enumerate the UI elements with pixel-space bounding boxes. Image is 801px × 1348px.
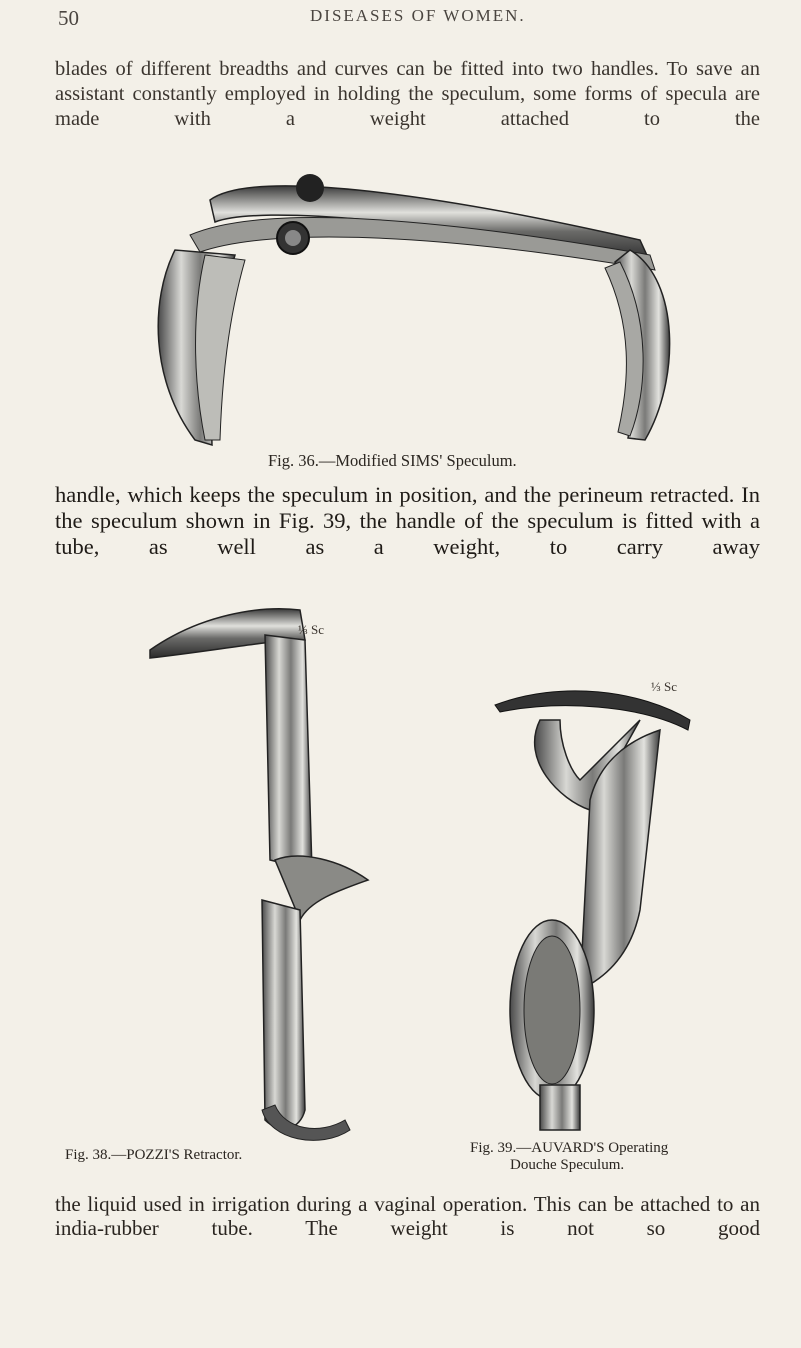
running-title: DISEASES OF WOMEN. — [310, 6, 526, 25]
figure-39-caption-line-1: Fig. 39.—AUVARD'S Operating — [470, 1140, 669, 1156]
figure-39-caption-line-2: Douche Speculum. — [510, 1157, 625, 1173]
figure-39-caption — [470, 1140, 668, 1174]
pozzi-retractor — [150, 609, 368, 1141]
figure-38-scale: ⅓ Sc — [298, 622, 324, 637]
page-number: 50 — [58, 6, 79, 30]
paragraph-1: blades of different breadths and curves can be fitted into two handles. To save an assistant constantly employed in holding the speculum, some forms of specula are made with a weight attached to the — [55, 58, 760, 130]
auvard-speculum — [495, 691, 690, 1130]
figure-39-scale: ⅓ Sc — [651, 679, 677, 694]
figure-38-caption: Fig. 38.—POZZI'S Retractor. — [65, 1147, 243, 1163]
figure-36-caption: Fig. 36.—Modified SIMS' Speculum. — [268, 451, 517, 470]
sims-speculum — [158, 174, 669, 445]
paragraph-3: the liquid used in irrigation during a vaginal operation. This can be attached to an india-rubber tube. The weight is not so good — [55, 1192, 760, 1240]
paragraph-2: handle, which keeps the speculum in position, and the perineum retracted. In the speculum shown in Fig. 39, the handle of the speculum is fitted with a tube, as well as a weight, to carry away — [55, 482, 760, 559]
